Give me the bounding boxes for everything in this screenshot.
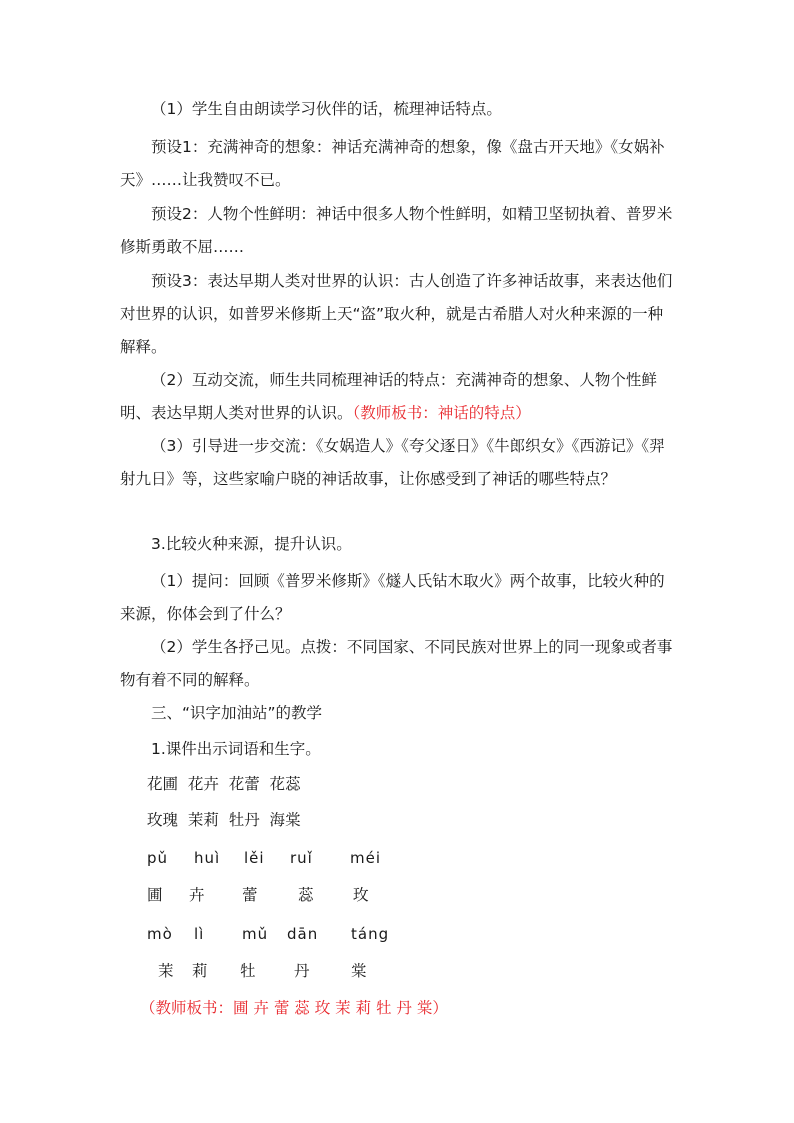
pinyin-item: ruǐ [290, 849, 313, 867]
pinyin-item: méi [350, 849, 382, 867]
char-item: 莉 [192, 962, 208, 980]
paragraph-question: （1）提问：回顾《普罗米修斯》《燧人氏钻木取火》两个故事，比较火种的来源，你体会到了什么？ [120, 572, 665, 623]
char-row-2 [158, 955, 367, 988]
pinyin-item: lì [194, 925, 205, 943]
paragraph-interaction [120, 364, 676, 430]
pinyin-item: pǔ [147, 849, 169, 867]
pinyin-item: dān [287, 925, 319, 943]
char-item: 蕾 [242, 886, 258, 904]
pinyin-row-1 [147, 842, 381, 875]
char-item: 蕊 [298, 886, 314, 904]
section-heading-literacy: 三、“识字加油站”的教学 [151, 704, 323, 722]
pinyin-item: mò [147, 925, 173, 943]
paragraph-show-words: 1.课件出示词语和生字。 [151, 740, 321, 758]
char-item: 圃 [147, 886, 163, 904]
char-item: 卉 [189, 886, 205, 904]
paragraph-further-exchange: （3）引导进一步交流：《女娲造人》《夸父逐日》《牛郎织女》《西游记》《羿射九日》等，这些家喻户晓的神话故事，让你感受到了神话的哪些特点？ [120, 437, 665, 488]
pinyin-item: huì [194, 849, 221, 867]
pinyin-row-2 [147, 918, 389, 951]
paragraph-preset-3: 预设3：表达早期人类对世界的认识：古人创造了许多神话故事，来表达他们对世界的认识，如普罗米修斯上天“盗”取火种，就是古希腊人对火种来源的一种解释。 [120, 272, 673, 356]
char-item: 棠 [351, 962, 367, 980]
pinyin-item: táng [351, 925, 390, 943]
paragraph-preset-1: 预设1：充满神奇的想象：神话充满神奇的想象，像《盘古开天地》《女娲补天》……让我赞叹不已。 [120, 138, 665, 189]
char-item: 玫 [353, 886, 369, 904]
char-item: 牡 [240, 962, 256, 980]
paragraph-discussion: （2）学生各抒己见。点拨：不同国家、不同民族对世界上的同一现象或者事物有着不同的解释。 [120, 638, 673, 689]
char-row-1 [147, 879, 369, 912]
pinyin-item: mǔ [242, 925, 269, 943]
board-note-myth-features: （教师板书：神话的特点） [352, 404, 531, 422]
word-row-flowers: 花圃 花卉 花蕾 花蕊 [147, 775, 301, 793]
board-note-characters: （教师板书：圃 卉 蕾 蕊 玫 茉 莉 牡 丹 棠） [140, 999, 448, 1017]
char-item: 茉 [158, 962, 174, 980]
paragraph-preset-2: 预设2：人物个性鲜明：神话中很多人物个性鲜明，如精卫坚韧执着、普罗米修斯勇敢不屈…… [120, 205, 673, 256]
word-row-plants: 玫瑰 茉莉 牡丹 海棠 [147, 811, 301, 829]
char-item: 丹 [294, 962, 310, 980]
interaction-text: （2）互动交流，师生共同梳理神话的特点：充满神奇的想象、人物个性鲜明、表达早期人类对世界的认识。 [120, 371, 657, 422]
paragraph-compare-fire: 3.比较火种来源，提升认识。 [151, 535, 352, 553]
pinyin-item: lěi [244, 849, 265, 867]
paragraph-read-partner: （1）学生自由朗读学习伙伴的话，梳理神话特点。 [151, 100, 502, 118]
